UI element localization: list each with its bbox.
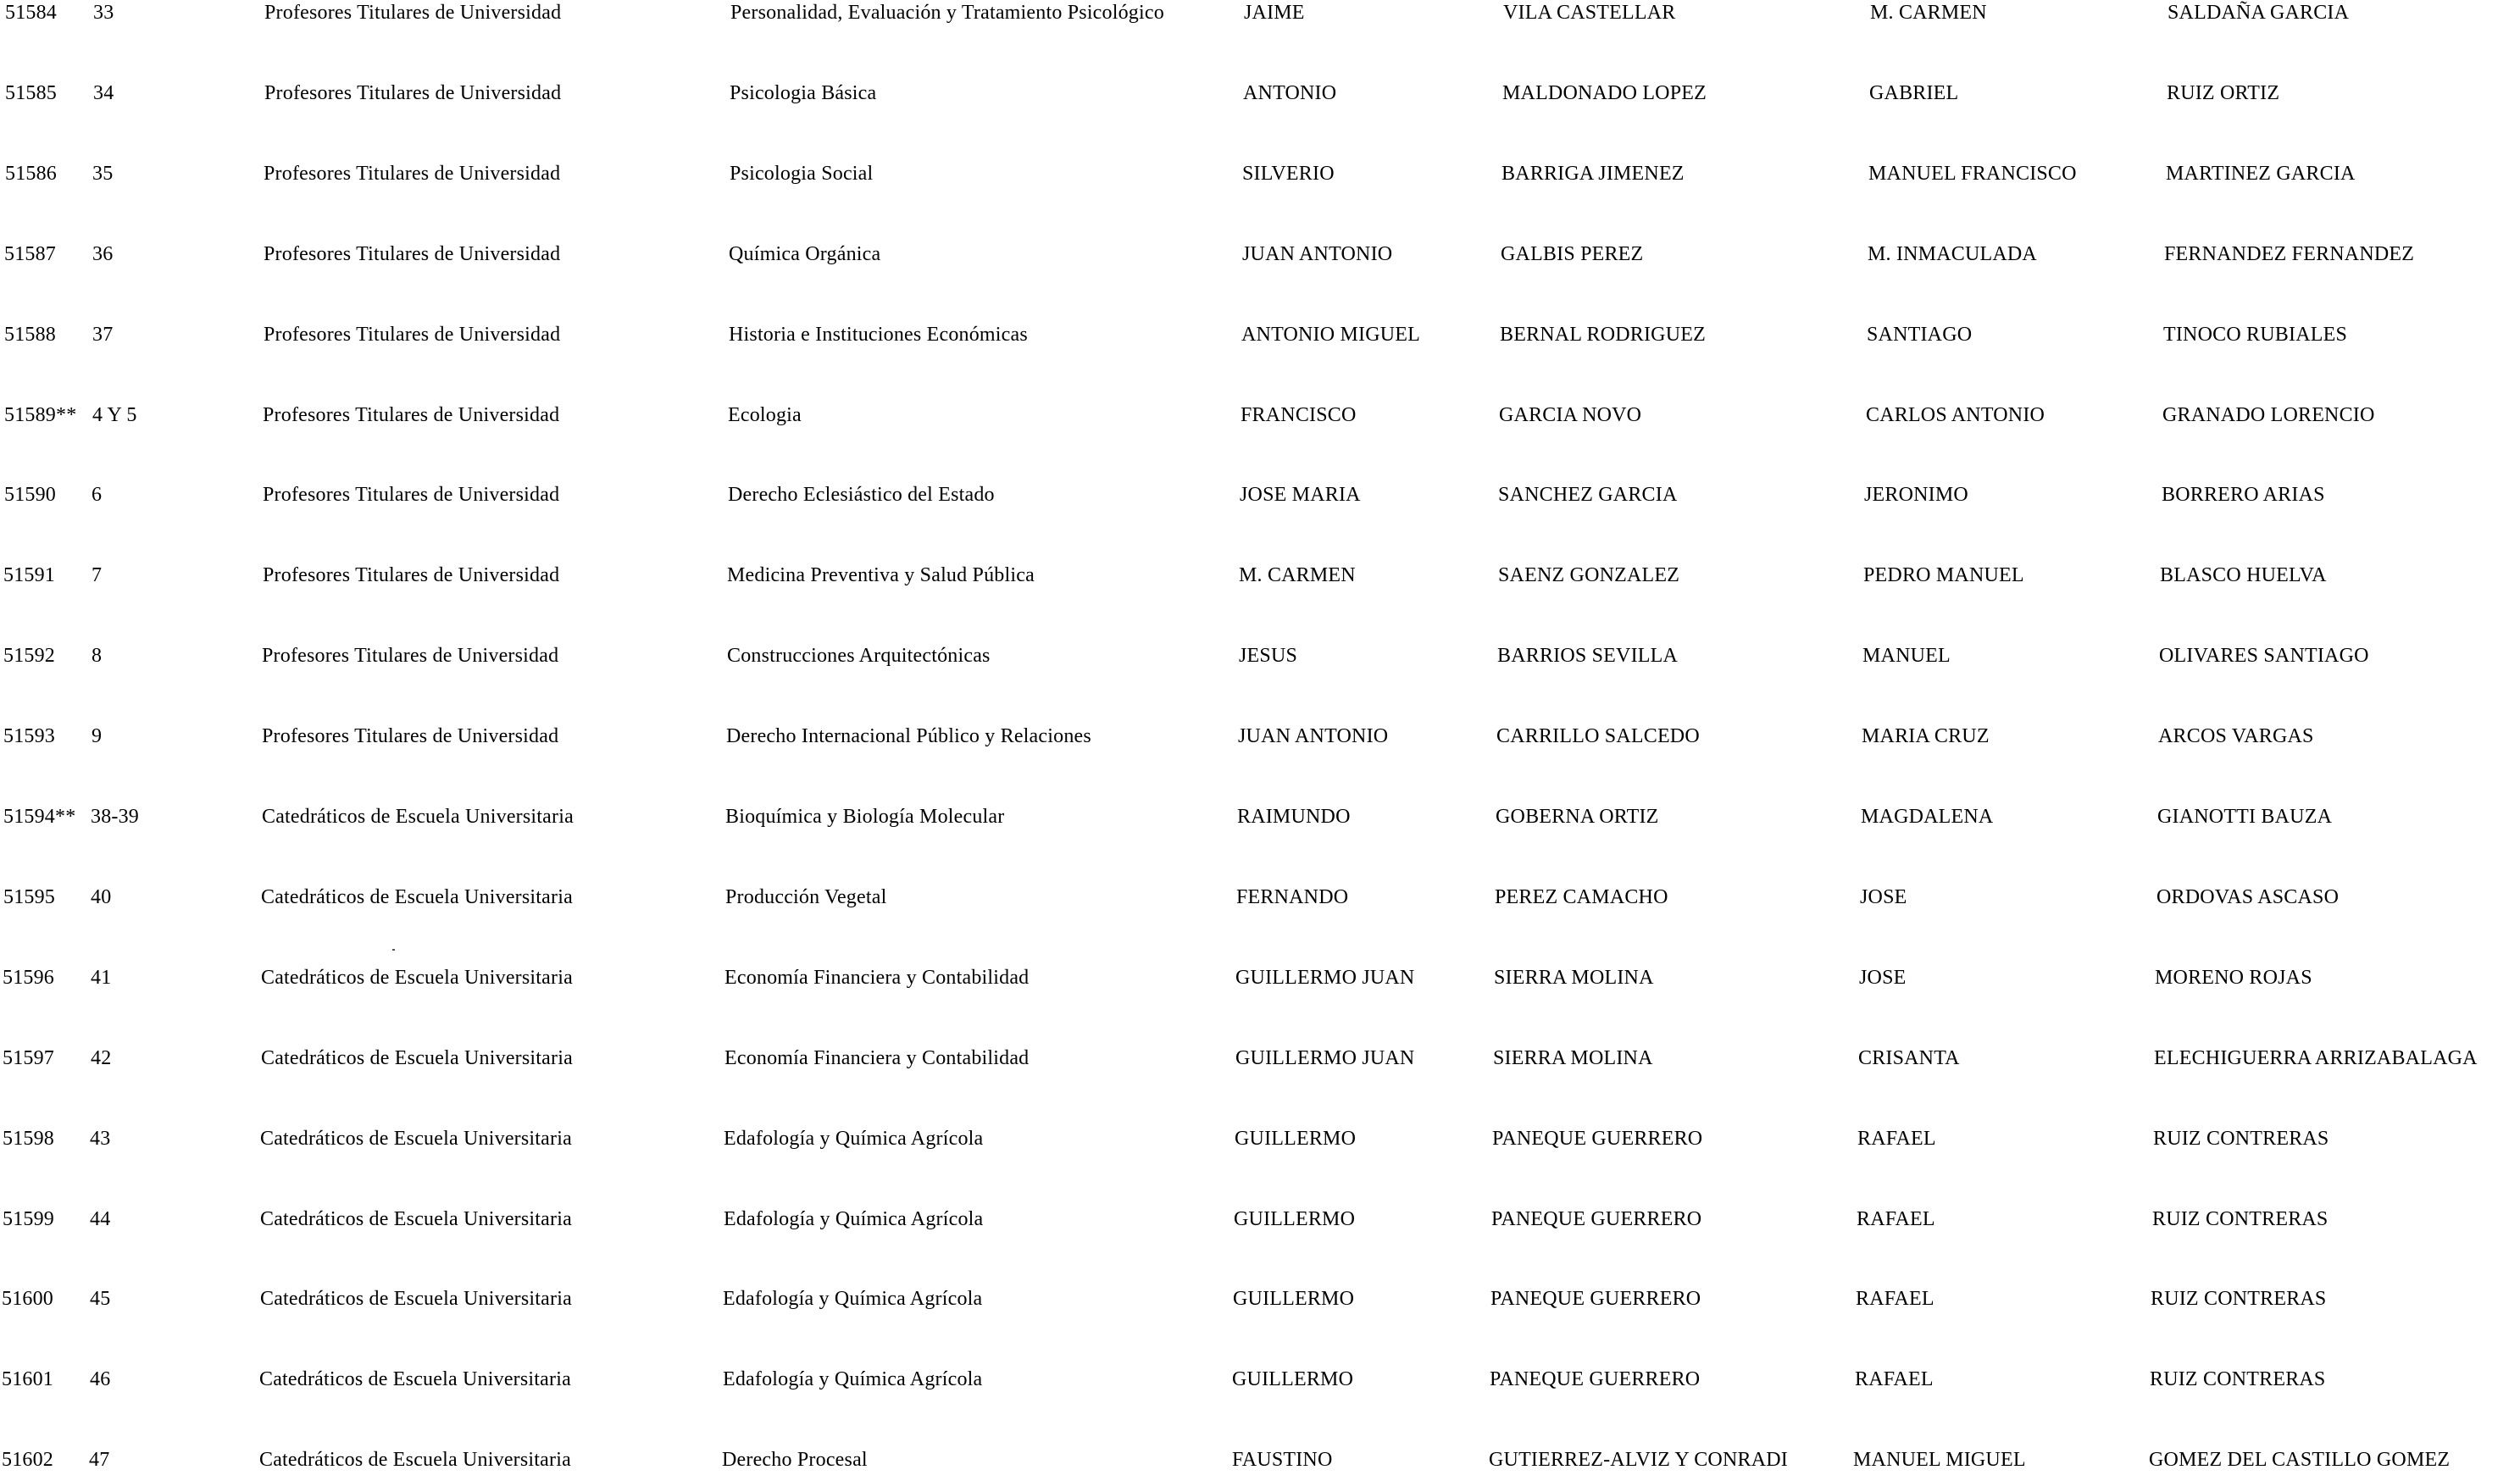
table-row: [0, 322, 2520, 356]
cell-first-name-1: RAIMUNDO: [1237, 806, 1351, 828]
cell-category: Catedráticos de Escuela Universitaria: [259, 1368, 571, 1390]
cell-area: Derecho Eclesiástico del Estado: [728, 484, 995, 506]
cell-number: 7: [92, 564, 103, 586]
table-row: [0, 724, 2520, 757]
cell-last-name-2: GRANADO LORENCIO: [2162, 404, 2375, 426]
cell-first-name-2: MARIA CRUZ: [1862, 725, 1990, 747]
cell-last-name-2: RUIZ CONTRERAS: [2151, 1288, 2327, 1310]
cell-last-name-1: SAENZ GONZALEZ: [1498, 564, 1680, 586]
cell-last-name-1: PANEQUE GUERRERO: [1490, 1288, 1701, 1310]
cell-category: Catedráticos de Escuela Universitaria: [261, 967, 573, 989]
cell-first-name-2: CARLOS ANTONIO: [1866, 404, 2045, 426]
cell-area: Edafología y Química Agrícola: [724, 1128, 984, 1150]
cell-last-name-1: SIERRA MOLINA: [1493, 1047, 1653, 1069]
cell-id: 51587: [4, 243, 56, 265]
cell-first-name-2: CRISANTA: [1858, 1047, 1960, 1069]
cell-first-name-1: GUILLERMO: [1234, 1208, 1356, 1230]
cell-category: Catedráticos de Escuela Universitaria: [262, 806, 574, 828]
cell-last-name-2: GIANOTTI BAUZA: [2157, 806, 2333, 828]
cell-id: 51585: [5, 82, 57, 104]
cell-id: 51596: [3, 967, 54, 989]
cell-area: Psicologia Básica: [730, 82, 877, 104]
cell-last-name-1: GALBIS PEREZ: [1501, 243, 1644, 265]
cell-last-name-1: VILA CASTELLAR: [1503, 2, 1676, 24]
cell-category: Profesores Titulares de Universidad: [263, 564, 560, 586]
cell-category: Catedráticos de Escuela Universitaria: [259, 1449, 571, 1471]
cell-first-name-1: FRANCISCO: [1241, 404, 1357, 426]
cell-first-name-2: RAFAEL: [1857, 1128, 1936, 1150]
cell-category: Profesores Titulares de Universidad: [263, 404, 560, 426]
cell-last-name-2: RUIZ CONTRERAS: [2152, 1208, 2329, 1230]
cell-number: 46: [90, 1368, 111, 1390]
cell-id: 51593: [3, 725, 55, 747]
cell-first-name-2: MAGDALENA: [1861, 806, 1994, 828]
table-row: [0, 80, 2520, 114]
cell-first-name-1: ANTONIO: [1243, 82, 1337, 104]
cell-first-name-2: SANTIAGO: [1867, 324, 1973, 346]
cell-id: 51589**: [4, 404, 77, 426]
cell-category: Catedráticos de Escuela Universitaria: [260, 1288, 572, 1310]
cell-first-name-2: MANUEL: [1862, 645, 1951, 667]
cell-first-name-1: JESUS: [1239, 645, 1298, 667]
cell-last-name-1: MALDONADO LOPEZ: [1502, 82, 1707, 104]
cell-first-name-1: GUILLERMO JUAN: [1235, 1047, 1415, 1069]
cell-first-name-2: RAFAEL: [1856, 1288, 1934, 1310]
table-row: [0, 402, 2520, 436]
cell-id: 51592: [3, 645, 55, 667]
cell-number: 4 Y 5: [92, 404, 137, 426]
cell-last-name-1: PANEQUE GUERRERO: [1490, 1368, 1701, 1390]
cell-last-name-2: SALDAÑA GARCIA: [2168, 2, 2350, 24]
cell-category: Profesores Titulares de Universidad: [262, 725, 559, 747]
cell-last-name-1: PANEQUE GUERRERO: [1492, 1128, 1703, 1150]
cell-id: 51591: [3, 564, 55, 586]
table-row: [0, 965, 2520, 999]
cell-id: 51600: [2, 1288, 53, 1310]
cell-area: Psicologia Social: [730, 163, 874, 185]
cell-number: 40: [91, 886, 112, 908]
cell-id: 51586: [5, 163, 57, 185]
cell-area: Medicina Preventiva y Salud Pública: [727, 564, 1035, 586]
table-row: [0, 482, 2520, 516]
cell-first-name-2: JERONIMO: [1864, 484, 1968, 506]
cell-category: Profesores Titulares de Universidad: [263, 484, 560, 506]
table-row: [0, 1126, 2520, 1160]
cell-category: Profesores Titulares de Universidad: [264, 324, 561, 346]
cell-first-name-1: M. CARMEN: [1239, 564, 1356, 586]
cell-category: Profesores Titulares de Universidad: [264, 82, 562, 104]
cell-id: 51599: [3, 1208, 54, 1230]
cell-area: Producción Vegetal: [725, 886, 887, 908]
cell-id: 51588: [4, 324, 56, 346]
table-row: [0, 241, 2520, 275]
cell-number: 43: [90, 1128, 111, 1150]
cell-area: Derecho Internacional Público y Relaciones: [726, 725, 1091, 747]
cell-area: Edafología y Química Agrícola: [723, 1368, 983, 1390]
cell-last-name-2: ORDOVAS ASCASO: [2156, 886, 2340, 908]
cell-last-name-1: SIERRA MOLINA: [1494, 967, 1654, 989]
cell-number: 8: [92, 645, 103, 667]
cell-area: Construcciones Arquitectónicas: [727, 645, 991, 667]
cell-last-name-2: RUIZ CONTRERAS: [2150, 1368, 2326, 1390]
table-row: [0, 0, 2520, 34]
cell-area: Personalidad, Evaluación y Tratamiento Psicológico: [730, 2, 1164, 24]
cell-last-name-2: BLASCO HUELVA: [2160, 564, 2327, 586]
table-row: [0, 643, 2520, 677]
cell-number: 37: [92, 324, 114, 346]
cell-last-name-2: GOMEZ DEL CASTILLO GOMEZ: [2149, 1449, 2451, 1471]
cell-first-name-1: SILVERIO: [1242, 163, 1335, 185]
cell-number: 41: [91, 967, 112, 989]
cell-category: Catedráticos de Escuela Universitaria: [261, 886, 573, 908]
table-row: [0, 1206, 2520, 1240]
table-row: [0, 563, 2520, 596]
cell-last-name-2: RUIZ ORTIZ: [2167, 82, 2280, 104]
cell-area: Historia e Instituciones Económicas: [729, 324, 1028, 346]
cell-first-name-2: GABRIEL: [1869, 82, 1959, 104]
cell-last-name-1: GOBERNA ORTIZ: [1496, 806, 1659, 828]
cell-category: Profesores Titulares de Universidad: [264, 2, 562, 24]
cell-last-name-1: BARRIGA JIMENEZ: [1501, 163, 1685, 185]
cell-first-name-1: GUILLERMO JUAN: [1235, 967, 1415, 989]
cell-last-name-2: RUIZ CONTRERAS: [2153, 1128, 2329, 1150]
cell-number: 6: [92, 484, 103, 506]
cell-first-name-2: JOSE: [1859, 967, 1907, 989]
cell-area: Química Orgánica: [729, 243, 881, 265]
cell-first-name-1: JUAN ANTONIO: [1242, 243, 1393, 265]
cell-category: Profesores Titulares de Universidad: [262, 645, 559, 667]
cell-last-name-2: ELECHIGUERRA ARRIZABALAGA: [2154, 1047, 2478, 1069]
cell-first-name-1: JAIME: [1244, 2, 1305, 24]
cell-number: 42: [91, 1047, 112, 1069]
table-row: [0, 1286, 2520, 1320]
cell-last-name-2: MORENO ROJAS: [2155, 967, 2312, 989]
cell-first-name-2: MANUEL MIGUEL: [1853, 1449, 2026, 1471]
cell-category: Catedráticos de Escuela Universitaria: [260, 1128, 572, 1150]
cell-number: 38-39: [91, 806, 139, 828]
cell-first-name-1: FERNANDO: [1236, 886, 1349, 908]
cell-category: Profesores Titulares de Universidad: [264, 243, 561, 265]
cell-id: 51597: [3, 1047, 54, 1069]
cell-category: Catedráticos de Escuela Universitaria: [260, 1208, 572, 1230]
table-row: [0, 1447, 2520, 1481]
cell-last-name-1: PANEQUE GUERRERO: [1491, 1208, 1702, 1230]
table-row: [0, 161, 2520, 195]
cell-last-name-1: CARRILLO SALCEDO: [1496, 725, 1700, 747]
cell-first-name-2: JOSE: [1860, 886, 1907, 908]
cell-last-name-2: ARCOS VARGAS: [2158, 725, 2314, 747]
cell-number: 36: [92, 243, 114, 265]
cell-area: Economía Financiera y Contabilidad: [724, 967, 1030, 989]
cell-area: Edafología y Química Agrícola: [724, 1208, 984, 1230]
table-row: [0, 1367, 2520, 1401]
cell-first-name-1: ANTONIO MIGUEL: [1241, 324, 1420, 346]
cell-area: Derecho Procesal: [722, 1449, 868, 1471]
cell-last-name-1: GUTIERREZ-ALVIZ Y CONRADI: [1489, 1449, 1788, 1471]
cell-first-name-2: RAFAEL: [1857, 1208, 1935, 1230]
cell-last-name-2: BORRERO ARIAS: [2162, 484, 2325, 506]
cell-number: 33: [93, 2, 114, 24]
cell-id: 51602: [2, 1449, 53, 1471]
cell-first-name-2: RAFAEL: [1855, 1368, 1934, 1390]
cell-id: 51594**: [3, 806, 76, 828]
cell-first-name-1: GUILLERMO: [1232, 1368, 1354, 1390]
cell-first-name-2: MANUEL FRANCISCO: [1868, 163, 2077, 185]
cell-last-name-2: TINOCO RUBIALES: [2163, 324, 2347, 346]
cell-first-name-1: GUILLERMO: [1233, 1288, 1355, 1310]
cell-id: 51601: [2, 1368, 53, 1390]
cell-id: 51584: [5, 2, 57, 24]
table-row: [0, 804, 2520, 838]
cell-id: 51595: [3, 886, 55, 908]
cell-last-name-2: OLIVARES SANTIAGO: [2159, 645, 2369, 667]
cell-category: Profesores Titulares de Universidad: [264, 163, 561, 185]
cell-first-name-2: M. CARMEN: [1870, 2, 1987, 24]
cell-number: 47: [89, 1449, 110, 1471]
cell-last-name-1: BARRIOS SEVILLA: [1497, 645, 1679, 667]
cell-last-name-1: GARCIA NOVO: [1499, 404, 1642, 426]
table-row: [0, 885, 2520, 918]
cell-area: Edafología y Química Agrícola: [723, 1288, 983, 1310]
cell-area: Ecologia: [728, 404, 802, 426]
cell-first-name-2: PEDRO MANUEL: [1863, 564, 2024, 586]
cell-last-name-2: FERNANDEZ FERNANDEZ: [2164, 243, 2415, 265]
cell-last-name-1: SANCHEZ GARCIA: [1498, 484, 1678, 506]
cell-area: Bioquímica y Biología Molecular: [725, 806, 1005, 828]
cell-first-name-1: JUAN ANTONIO: [1238, 725, 1389, 747]
cell-number: 34: [93, 82, 114, 104]
cell-last-name-1: PEREZ CAMACHO: [1495, 886, 1668, 908]
cell-number: 9: [92, 725, 103, 747]
cell-last-name-2: MARTINEZ GARCIA: [2166, 163, 2356, 185]
cell-first-name-1: GUILLERMO: [1235, 1128, 1357, 1150]
cell-id: 51590: [4, 484, 56, 506]
cell-id: 51598: [3, 1128, 54, 1150]
cell-number: 35: [92, 163, 114, 185]
cell-category: Catedráticos de Escuela Universitaria: [261, 1047, 573, 1069]
cell-first-name-2: M. INMACULADA: [1868, 243, 2037, 265]
cell-area: Economía Financiera y Contabilidad: [724, 1047, 1030, 1069]
cell-number: 45: [90, 1288, 111, 1310]
cell-first-name-1: FAUSTINO: [1232, 1449, 1333, 1471]
table-row: [0, 1046, 2520, 1079]
stray-mark: [392, 949, 395, 951]
cell-last-name-1: BERNAL RODRIGUEZ: [1500, 324, 1706, 346]
cell-first-name-1: JOSE MARIA: [1240, 484, 1361, 506]
cell-number: 44: [90, 1208, 111, 1230]
